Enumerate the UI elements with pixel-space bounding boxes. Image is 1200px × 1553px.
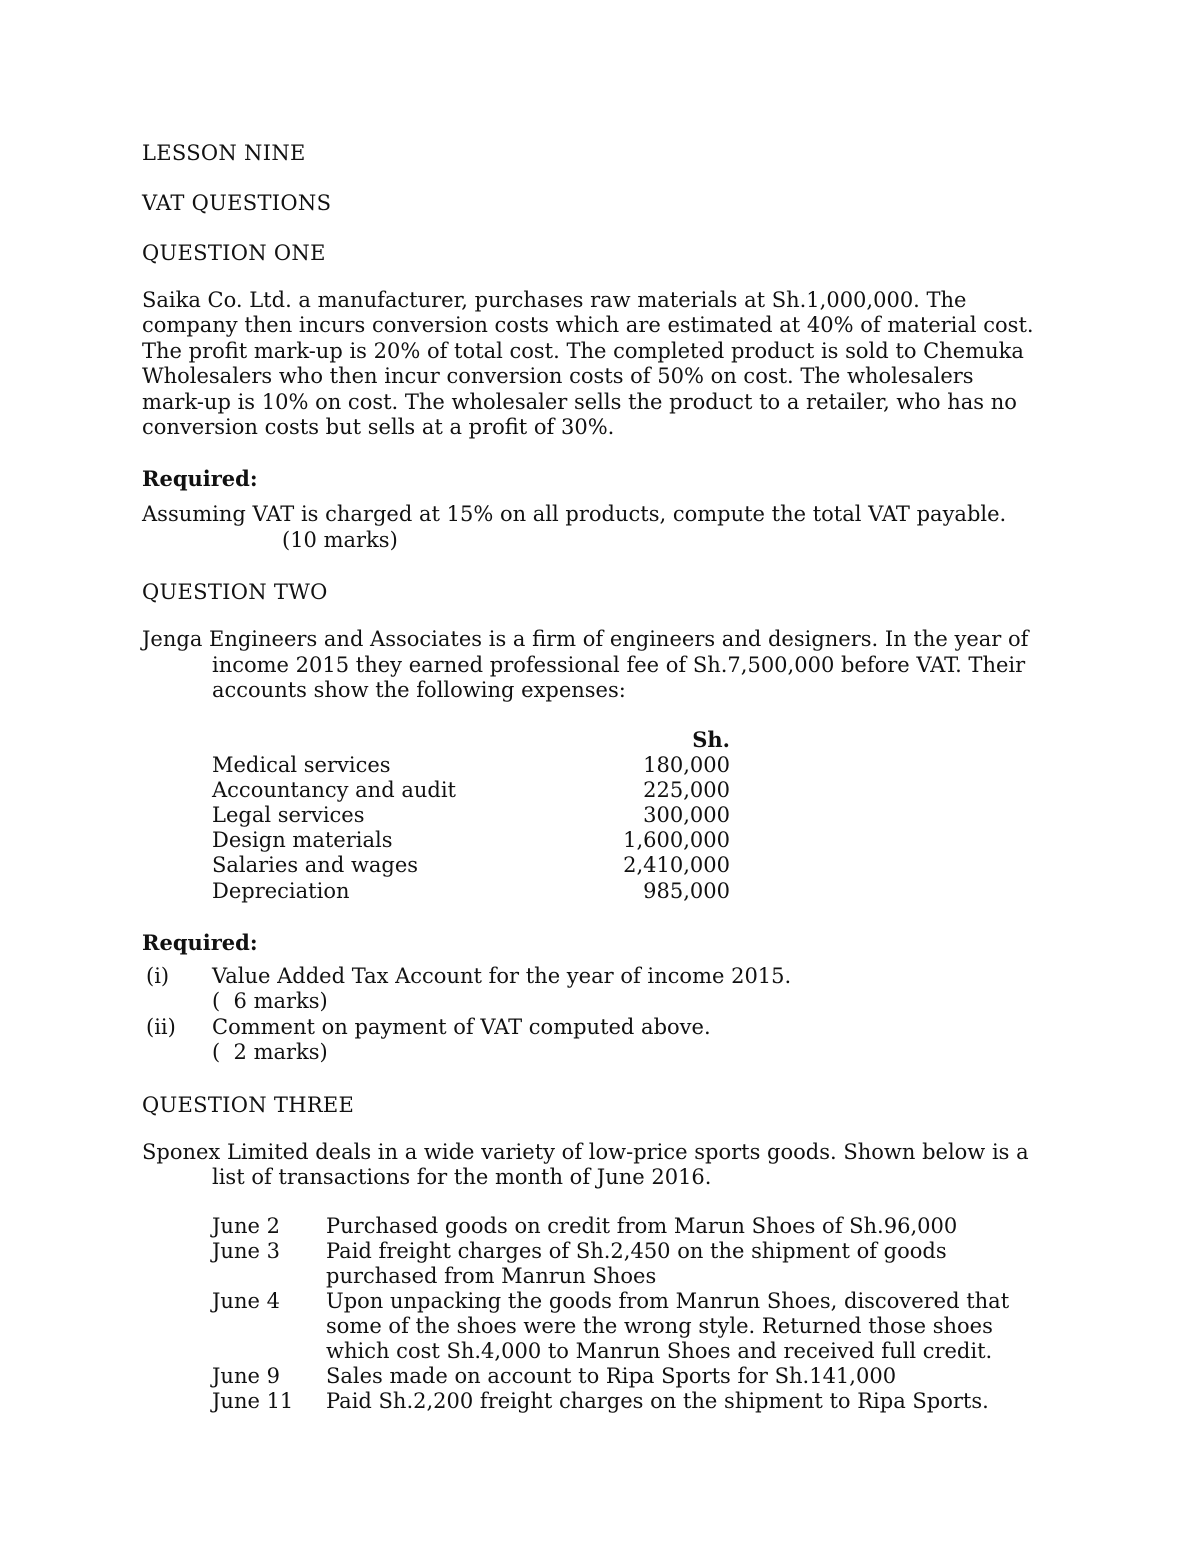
- list-item: [212, 1389, 1082, 1414]
- list-item: [212, 1364, 1082, 1389]
- q2-intro-line: income 2015 they earned professional fee of Sh.7,500,000 before VAT. Their: [212, 652, 1026, 677]
- table-row: [212, 853, 730, 878]
- list-item: [142, 964, 1082, 1015]
- list-item: [212, 1214, 1082, 1239]
- list-item-marks: ( 2 marks): [212, 1040, 328, 1065]
- expenses-header-row: [212, 727, 730, 752]
- list-item-number: (ii): [146, 1014, 176, 1039]
- q1-line: Wholesalers who then incur conversion costs of 50% on cost. The wholesalers: [142, 364, 974, 389]
- list-item-marks: ( 6 marks): [212, 989, 328, 1014]
- transaction-description: Paid freight charges of Sh.2,450 on the shipment of goods purchased from Manrun Shoes: [326, 1239, 947, 1289]
- question-two-title: QUESTION TWO: [142, 580, 328, 605]
- q1-line: conversion costs but sells at a profit of 30%.: [142, 415, 615, 440]
- currency-header: Sh.: [692, 727, 730, 753]
- list-item-text: Comment on payment of VAT computed above.: [212, 1014, 711, 1039]
- q2-intro-line: accounts show the following expenses:: [212, 678, 626, 703]
- transaction-date: June 9: [212, 1364, 280, 1389]
- transaction-description: Sales made on account to Ripa Sports for Sh.141,000: [326, 1364, 897, 1389]
- question-one-title: QUESTION ONE: [142, 241, 326, 265]
- lesson-title: LESSON NINE: [142, 141, 306, 165]
- list-item: [212, 1289, 1082, 1364]
- question-one: [142, 238, 1082, 553]
- table-row: [212, 879, 730, 904]
- q1-line: company then incurs conversion costs which are estimated at 40% of material cost.: [142, 313, 1034, 338]
- section-title: VAT QUESTIONS: [142, 191, 332, 215]
- transaction-date: June 11: [212, 1389, 294, 1414]
- expense-amount: 180,000: [643, 752, 730, 777]
- table-row: [212, 778, 730, 803]
- expense-amount: 225,000: [643, 777, 730, 802]
- document-page: [142, 138, 1082, 1414]
- transaction-date: June 2: [212, 1214, 280, 1239]
- list-item-number: (i): [146, 963, 170, 988]
- expense-amount: 1,600,000: [623, 828, 730, 853]
- expense-name: Depreciation: [212, 878, 350, 903]
- table-row: [212, 803, 730, 828]
- expense-name: Medical services: [212, 752, 391, 777]
- expense-amount: 300,000: [643, 803, 730, 828]
- question-three-title: QUESTION THREE: [142, 1092, 355, 1117]
- table-row: [212, 753, 730, 778]
- expense-amount: 985,000: [643, 878, 730, 903]
- q1-line: mark-up is 10% on cost. The wholesaler sells the product to a retailer, who has no: [142, 389, 1017, 414]
- q2-required-list: [142, 964, 1082, 1066]
- question-two: [142, 577, 1082, 1065]
- table-row: [212, 828, 730, 853]
- q1-marks: (10 marks): [282, 527, 398, 552]
- transaction-description: Purchased goods on credit from Marun Shoes of Sh.96,000: [326, 1214, 958, 1239]
- q1-required-label: Required:: [142, 466, 258, 492]
- transaction-date: June 4: [212, 1289, 280, 1314]
- transaction-description: Paid Sh.2,200 freight charges on the shipment to Ripa Sports.: [326, 1389, 989, 1414]
- q3-intro-first: Sponex Limited deals in a wide variety of low-price sports goods. Shown below is a: [142, 1139, 1029, 1164]
- expense-name: Accountancy and audit: [212, 777, 456, 802]
- transaction-date: June 3: [212, 1239, 280, 1264]
- question-three: [142, 1090, 1082, 1415]
- transaction-description: Upon unpacking the goods from Manrun Shoes, discovered that some of the shoes were the wrong style. Returned those shoes which cost Sh.4,000 to Manrun Shoes and received full credit.: [326, 1289, 1010, 1364]
- q2-required-label: Required:: [142, 929, 258, 955]
- q2-intro-first: Jenga Engineers and Associates is a firm of engineers and designers. In the year of: [142, 627, 1029, 652]
- list-item-text: Value Added Tax Account for the year of income 2015.: [212, 963, 792, 988]
- q1-line: The profit mark-up is 20% of total cost. The completed product is sold to Chemuka: [142, 338, 1024, 363]
- expenses-table: [212, 727, 730, 903]
- transactions-list: [212, 1214, 1082, 1414]
- expense-name: Legal services: [212, 803, 365, 828]
- q3-intro-line: list of transactions for the month of June 2016.: [212, 1164, 712, 1189]
- q1-required-text: Assuming VAT is charged at 15% on all products, compute the total VAT payable.: [142, 502, 1007, 527]
- expense-name: Salaries and wages: [212, 853, 419, 878]
- list-item: [142, 1015, 1082, 1066]
- expense-name: Design materials: [212, 828, 393, 853]
- expense-amount: 2,410,000: [623, 853, 730, 878]
- question-one-body: [142, 288, 1082, 440]
- q1-line: Saika Co. Ltd. a manufacturer, purchases raw materials at Sh.1,000,000. The: [142, 288, 967, 312]
- list-item: [212, 1239, 1082, 1289]
